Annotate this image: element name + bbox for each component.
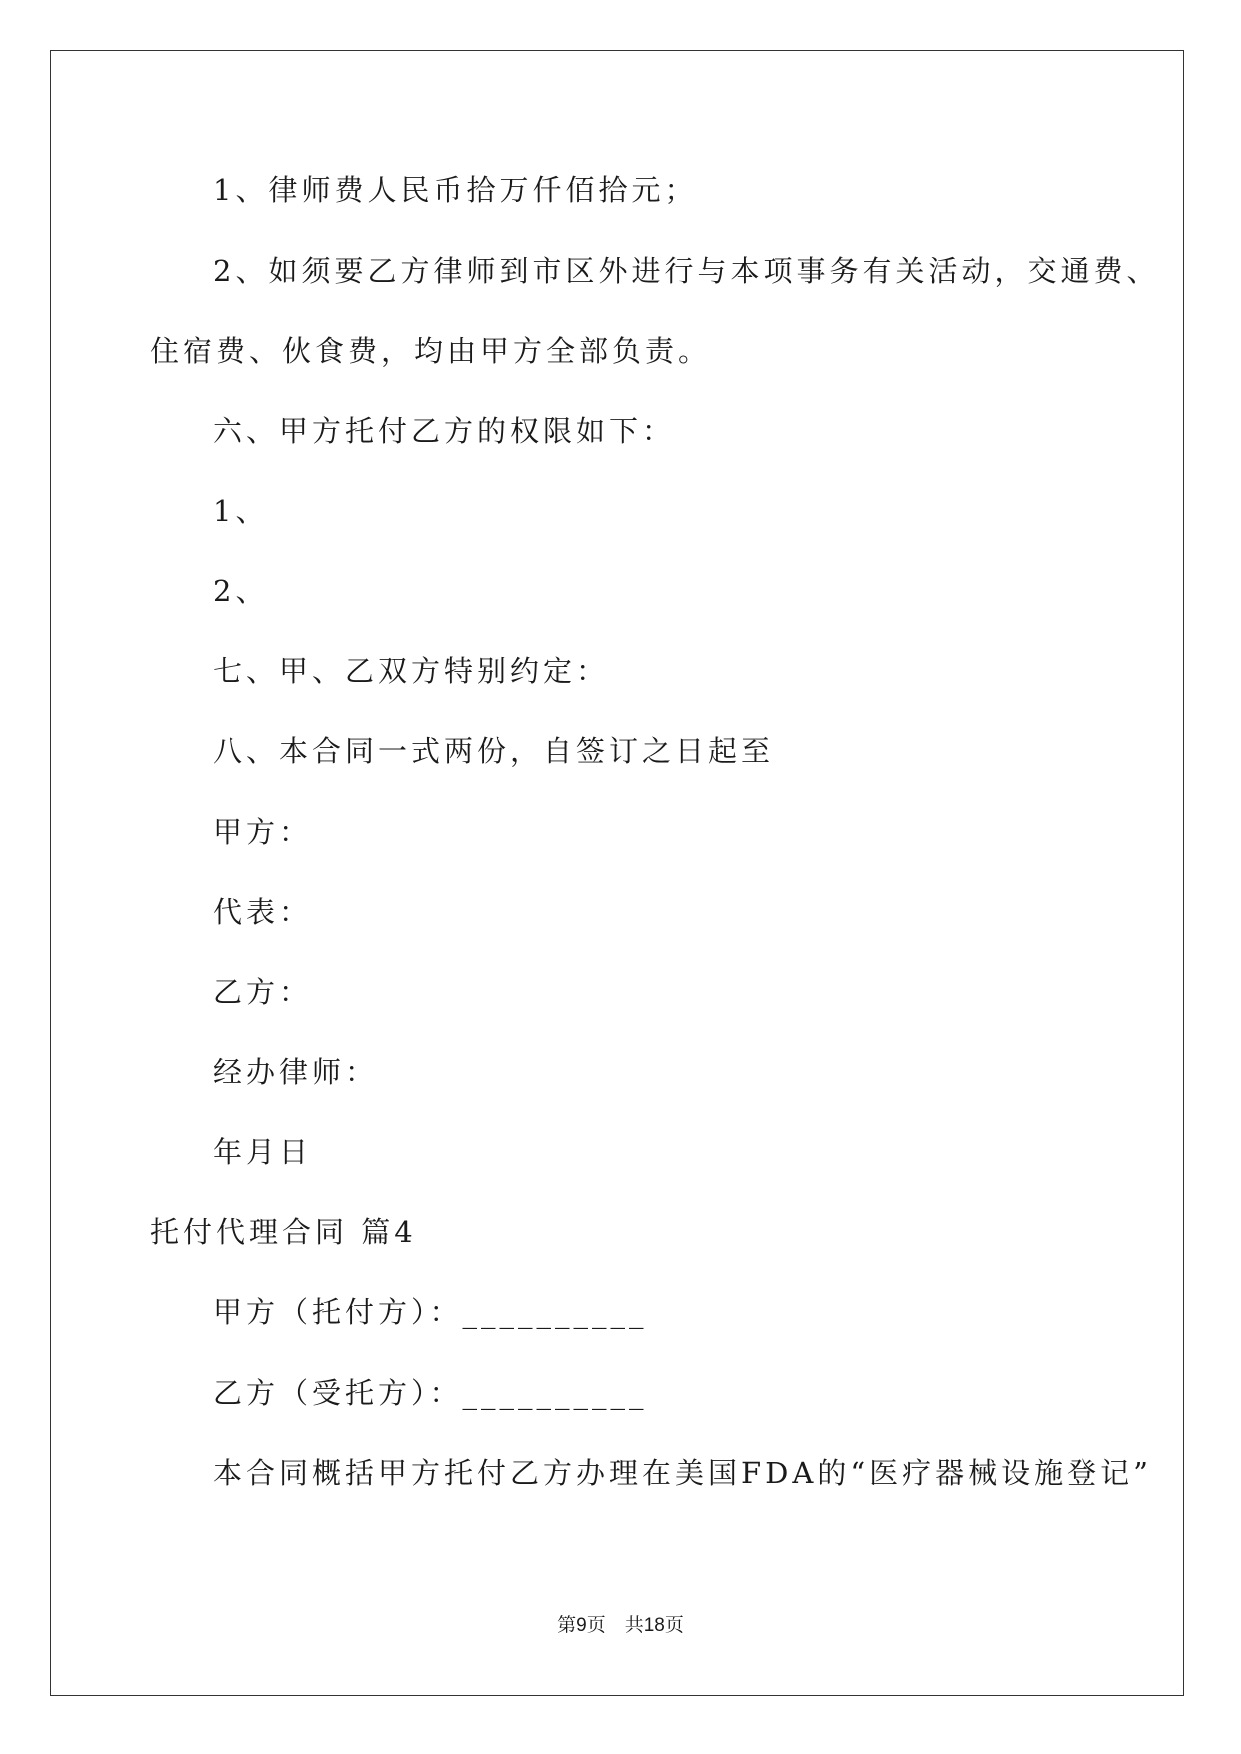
current-page-number: 9 — [576, 1615, 587, 1636]
page-prefix: 第 — [557, 1614, 577, 1636]
clause-6-heading: 六、甲方托付乙方的权限如下： — [213, 414, 676, 448]
date-label: 年月日 — [213, 1135, 313, 1169]
authority-item-2: 2、 — [213, 574, 269, 608]
fee-item-2-continued: 住宿费、伙食费，均由甲方全部负责。 — [150, 334, 712, 368]
clause-7-heading: 七、甲、乙双方特别约定： — [213, 654, 610, 688]
party-b-entrusted-field: 乙方（受托方）：__________ — [213, 1376, 648, 1410]
party-a-signature-label: 甲方： — [213, 815, 313, 849]
contract-scope-text: 本合同概括甲方托付乙方办理在美国FDA的“医疗器械设施登记” — [213, 1456, 1152, 1490]
party-b-signature-label: 乙方： — [213, 975, 313, 1009]
page-suffix: 页 — [664, 1614, 684, 1636]
page-footer — [0, 1612, 1241, 1639]
fee-item-1: 1、律师费人民币拾万仟佰拾元； — [213, 173, 698, 207]
section-title: 托付代理合同 篇4 — [150, 1215, 417, 1249]
authority-item-1: 1、 — [213, 494, 269, 528]
party-a-entrusting-field: 甲方（托付方）：__________ — [213, 1295, 648, 1329]
fee-item-2: 2、如须要乙方律师到市区外进行与本项事务有关活动，交通费、 — [213, 254, 1160, 288]
handling-lawyer-label: 经办律师： — [213, 1055, 379, 1089]
clause-8-text: 八、本合同一式两份，自签订之日起至 — [213, 734, 775, 768]
page-mid: 页 共 — [586, 1614, 644, 1636]
total-pages-number: 18 — [643, 1615, 665, 1636]
page-border — [50, 50, 1184, 1696]
representative-label: 代表： — [213, 895, 313, 929]
